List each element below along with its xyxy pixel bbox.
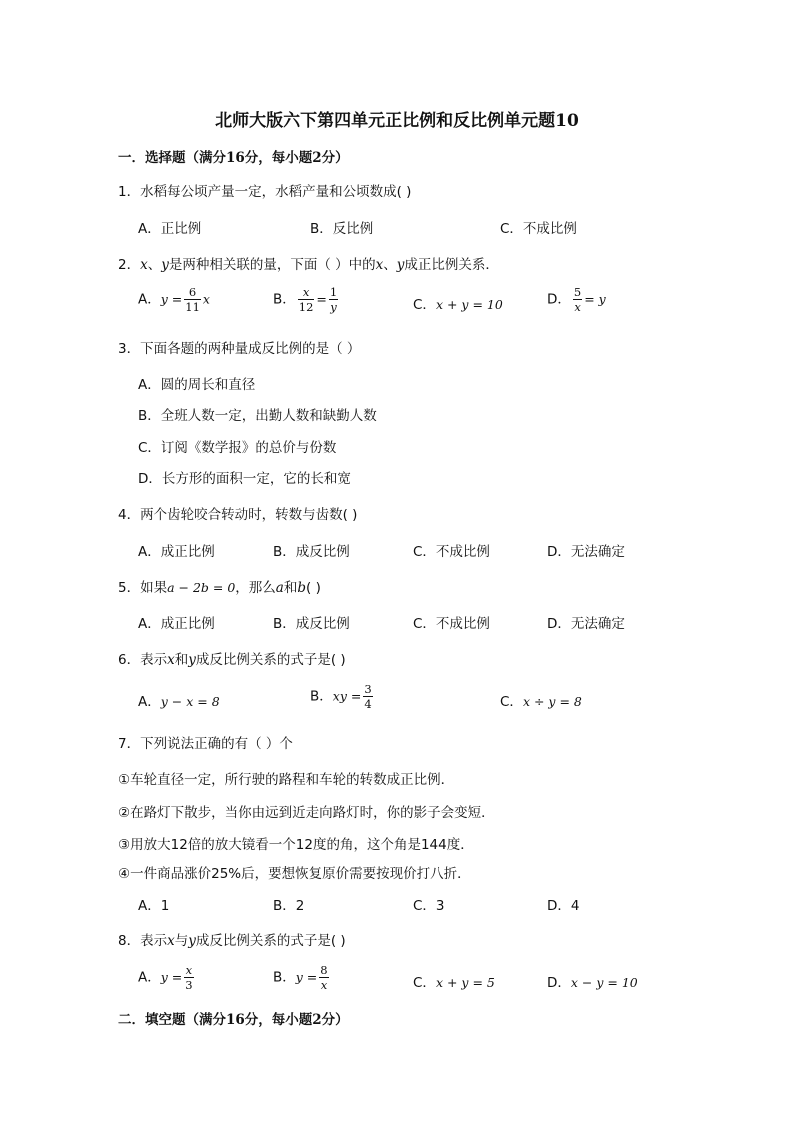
question-1-stem: 1．水稻每公顷产量一定，水稻产量和公顷数成( ) — [118, 184, 412, 200]
question-4-option-b[interactable]: B．成反比例 — [273, 544, 350, 560]
question-7-stem: 7．下列说法正确的有（ ）个 — [118, 736, 293, 752]
question-2-option-a[interactable]: A．y = $\frac{6}{11}$ x — [138, 285, 210, 314]
question-2-option-b[interactable]: B． $\frac{x}{12}$ = $\frac{1}{y}$ — [273, 285, 338, 314]
question-8-option-d[interactable]: D．x − y = 10 — [547, 975, 638, 991]
section-heading-choice: 一．选择题（满分16分，每小题2分） — [118, 150, 349, 166]
question-4-option-a[interactable]: A．成正比例 — [138, 544, 215, 560]
question-6-option-c[interactable]: C．x ÷ y = 8 — [500, 694, 582, 710]
question-5-option-b[interactable]: B．成反比例 — [273, 616, 350, 632]
question-4-option-d[interactable]: D．无法确定 — [547, 544, 625, 560]
question-2-option-d[interactable]: D． $\frac{5}{x}$ = y — [547, 285, 606, 314]
question-5-option-c[interactable]: C．不成比例 — [413, 616, 490, 632]
question-7-statement-1: ①车轮直径一定，所行驶的路程和车轮的转数成正比例． — [118, 772, 455, 788]
question-7-option-a[interactable]: A．1 — [138, 898, 170, 914]
question-7-option-d[interactable]: D．4 — [547, 898, 580, 914]
question-6-option-b[interactable]: B．xy = $\frac{3}{4}$ — [310, 682, 372, 711]
question-8-option-b[interactable]: B．y = $\frac{8}{x}$ — [273, 963, 328, 992]
question-8-stem: 8．表示x与y成反比例关系的式子是( ) — [118, 933, 346, 949]
question-3-option-c[interactable]: C．订阅《数学报》的总价与份数 — [138, 440, 337, 456]
question-3-option-a[interactable]: A．圆的周长和直径 — [138, 377, 256, 393]
question-3-option-b[interactable]: B．全班人数一定，出勤人数和缺勤人数 — [138, 408, 377, 424]
question-4-stem: 4．两个齿轮咬合转动时，转数与齿数( ) — [118, 507, 358, 523]
question-5-option-d[interactable]: D．无法确定 — [547, 616, 625, 632]
question-2-stem: 2．x、y是两种相关联的量，下面（ ）中的x、y成正比例关系． — [118, 257, 499, 273]
question-7-statement-3: ③用放大12倍的放大镜看一个12度的角，这个角是144度． — [118, 837, 474, 853]
question-6-option-a[interactable]: A．y − x = 8 — [138, 694, 220, 710]
question-5-option-a[interactable]: A．成正比例 — [138, 616, 215, 632]
question-8-option-c[interactable]: C．x + y = 5 — [413, 975, 495, 991]
question-6-stem: 6．表示x和y成反比例关系的式子是( ) — [118, 652, 346, 668]
question-7-statement-4: ④一件商品涨价25%后，要想恢复原价需要按现价打八折． — [118, 866, 471, 882]
section-heading-fill-in: 二．填空题（满分16分，每小题2分） — [118, 1012, 349, 1028]
question-7-statement-2: ②在路灯下散步，当你由远到近走向路灯时，你的影子会变短． — [118, 805, 495, 821]
question-7-option-b[interactable]: B．2 — [273, 898, 305, 914]
question-1-option-b[interactable]: B．反比例 — [310, 221, 374, 237]
question-3-stem: 3．下面各题的两种量成反比例的是（ ） — [118, 341, 361, 357]
question-3-option-d[interactable]: D．长方形的面积一定，它的长和宽 — [138, 471, 351, 487]
question-8-option-a[interactable]: A．y = $\frac{x}{3}$ — [138, 963, 193, 992]
page-title: 北师大版六下第四单元正比例和反比例单元题10 — [215, 111, 579, 131]
question-7-option-c[interactable]: C．3 — [413, 898, 445, 914]
question-1-option-c[interactable]: C．不成比例 — [500, 221, 577, 237]
question-4-option-c[interactable]: C．不成比例 — [413, 544, 490, 560]
question-1-option-a[interactable]: A．正比例 — [138, 221, 202, 237]
question-5-stem: 5．如果a − 2b = 0，那么a和b( ) — [118, 580, 321, 596]
question-2-option-c[interactable]: C．x + y = 10 — [413, 297, 503, 313]
